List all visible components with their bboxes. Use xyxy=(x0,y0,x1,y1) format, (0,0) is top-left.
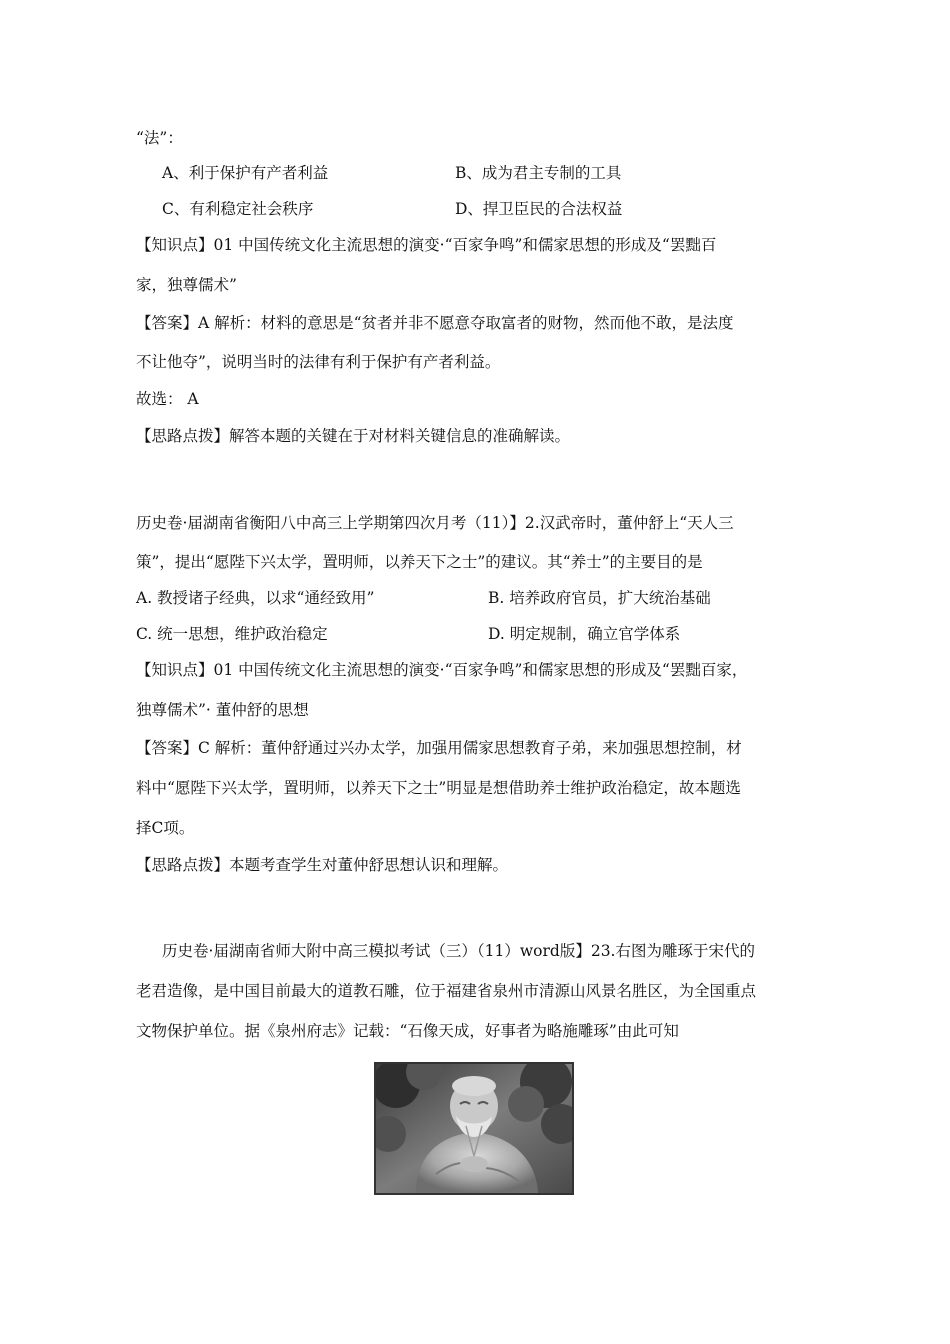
q2-option-b: B. 培养政府官员，扩大统治基础 xyxy=(488,589,711,607)
q3-stem-line3: 文物保护单位。据《泉州府志》记载：“石像天成，好事者为略施雕琢”由此可知 xyxy=(136,1022,679,1040)
q1-option-c: C、有利稳定社会秩序 xyxy=(162,200,314,218)
q2-option-d: D. 明定规制，确立官学体系 xyxy=(488,625,681,643)
q2-answer-line3: 择C项。 xyxy=(136,819,195,837)
q2-stem-line2: 策”，提出“愿陛下兴太学，置明师，以养天下之士”的建议。其“养士”的主要目的是 xyxy=(136,553,703,571)
q2-option-a: A. 教授诸子经典，以求“通经致用” xyxy=(136,589,375,607)
q3-stem-line2: 老君造像，是中国目前最大的道教石雕，位于福建省泉州市清源山风景名胜区，为全国重点 xyxy=(136,982,757,1000)
q2-stem-line1: 历史卷·届湖南省衡阳八中高三上学期第四次月考（11）】2.汉武帝时，董仲舒上“天人三 xyxy=(136,514,734,532)
q1-stem-tail: “法”： xyxy=(136,129,183,147)
q1-answer-line2: 不让他夺”，说明当时的法律有利于保护有产者利益。 xyxy=(136,353,501,371)
q1-option-a: A、利于保护有产者利益 xyxy=(162,164,329,182)
q2-answer-line1: 【答案】C 解析：董仲舒通过兴办太学，加强用儒家思想教育子弟，来加强思想控制，材 xyxy=(136,739,742,757)
q1-choice: 故选： A xyxy=(136,390,199,408)
q2-option-c: C. 统一思想，维护政治稳定 xyxy=(136,625,328,643)
q2-knowledge-line1: 【知识点】01 中国传统文化主流思想的演变·“百家争鸣”和儒家思想的形成及“罢黜百家， xyxy=(136,661,748,679)
q1-option-d: D、捍卫臣民的合法权益 xyxy=(455,200,623,218)
laojun-statue-photo xyxy=(374,1062,574,1195)
q1-option-b: B、成为君主专制的工具 xyxy=(455,164,622,182)
q2-tip: 【思路点拨】本题考查学生对董仲舒思想认识和理解。 xyxy=(136,856,509,874)
q1-knowledge-line2: 家，独尊儒术” xyxy=(136,276,237,294)
q3-stem-line1: 历史卷·届湖南省师大附中高三模拟考试（三）（11）word版】23.右图为雕琢于宋代的 xyxy=(162,942,755,960)
q2-knowledge-line2: 独尊儒术”· 董仲舒的思想 xyxy=(136,701,309,719)
q1-tip: 【思路点拨】解答本题的关键在于对材料关键信息的准确解读。 xyxy=(136,427,571,445)
statue-image-icon xyxy=(376,1064,572,1193)
q1-answer-line1: 【答案】A 解析：材料的意思是“贫者并非不愿意夺取富者的财物，然而他不敢，是法度 xyxy=(136,314,734,332)
q1-knowledge-line1: 【知识点】01 中国传统文化主流思想的演变·“百家争鸣”和儒家思想的形成及“罢黜百 xyxy=(136,236,717,254)
q2-answer-line2: 料中“愿陛下兴太学，置明师，以养天下之士”明显是想借助养士维护政治稳定，故本题选 xyxy=(136,779,741,797)
